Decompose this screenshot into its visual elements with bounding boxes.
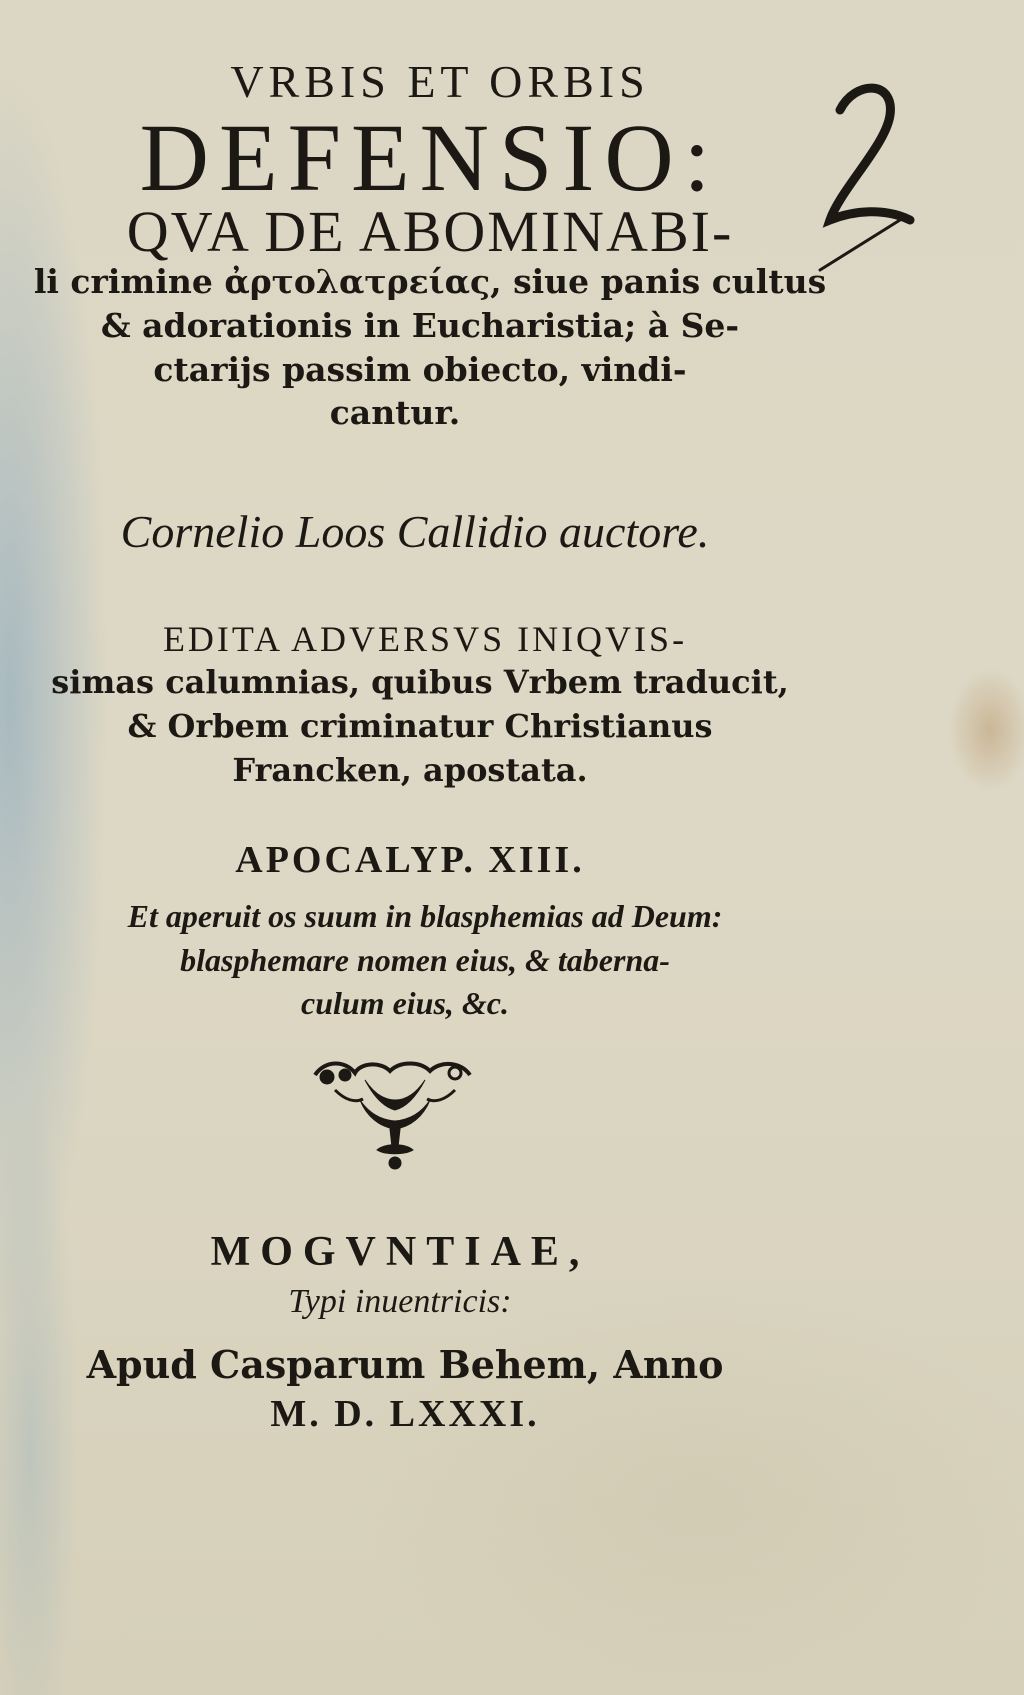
fleuron-ornament xyxy=(305,1055,505,1175)
title-line-3: QVA DE ABOMINABI- xyxy=(126,199,734,264)
quote-line-3: culum eius, &c. xyxy=(300,985,509,1021)
edita-line-1: EDITA ADVERSVS INIQVIS- xyxy=(162,619,688,659)
title-line-5: & adorationis in Eucharistia; à Se- xyxy=(100,306,740,345)
edita-line-4: Francken, apostata. xyxy=(232,751,588,789)
quote-line-1: Et aperuit os suum in blasphemias ad Deum: xyxy=(127,898,723,934)
title-line-7: cantur. xyxy=(329,393,461,432)
edita-line-3: & Orbem criminatur Christianus xyxy=(127,707,713,745)
edita-line-2: simas calumnias, quibus Vrbem traducit, xyxy=(51,663,789,701)
title-line-4: li crimine ἀρτολατρείας, siue panis cultus xyxy=(33,262,827,301)
title-line-1: VRBIS ET ORBIS xyxy=(230,56,650,107)
title-line-2: DEFENSIO: xyxy=(139,104,721,211)
imprint-typi: Typi inuentricis: xyxy=(288,1283,512,1320)
imprint-printer: Apud Casparum Behem, Anno xyxy=(86,1342,724,1387)
title-line-6: ctarijs passim obiecto, vindi- xyxy=(153,350,687,389)
apocalyp-line: APOCALYP. XIII. xyxy=(235,839,585,881)
imprint-place: MOGVNTIAE, xyxy=(210,1229,590,1275)
imprint-year: M. D. LXXXI. xyxy=(270,1393,540,1435)
quote-line-2: blasphemare nomen eius, & taberna- xyxy=(180,942,670,978)
handwritten-mark xyxy=(800,70,930,290)
author-line: Cornelio Loos Callidio auctore. xyxy=(120,506,710,557)
